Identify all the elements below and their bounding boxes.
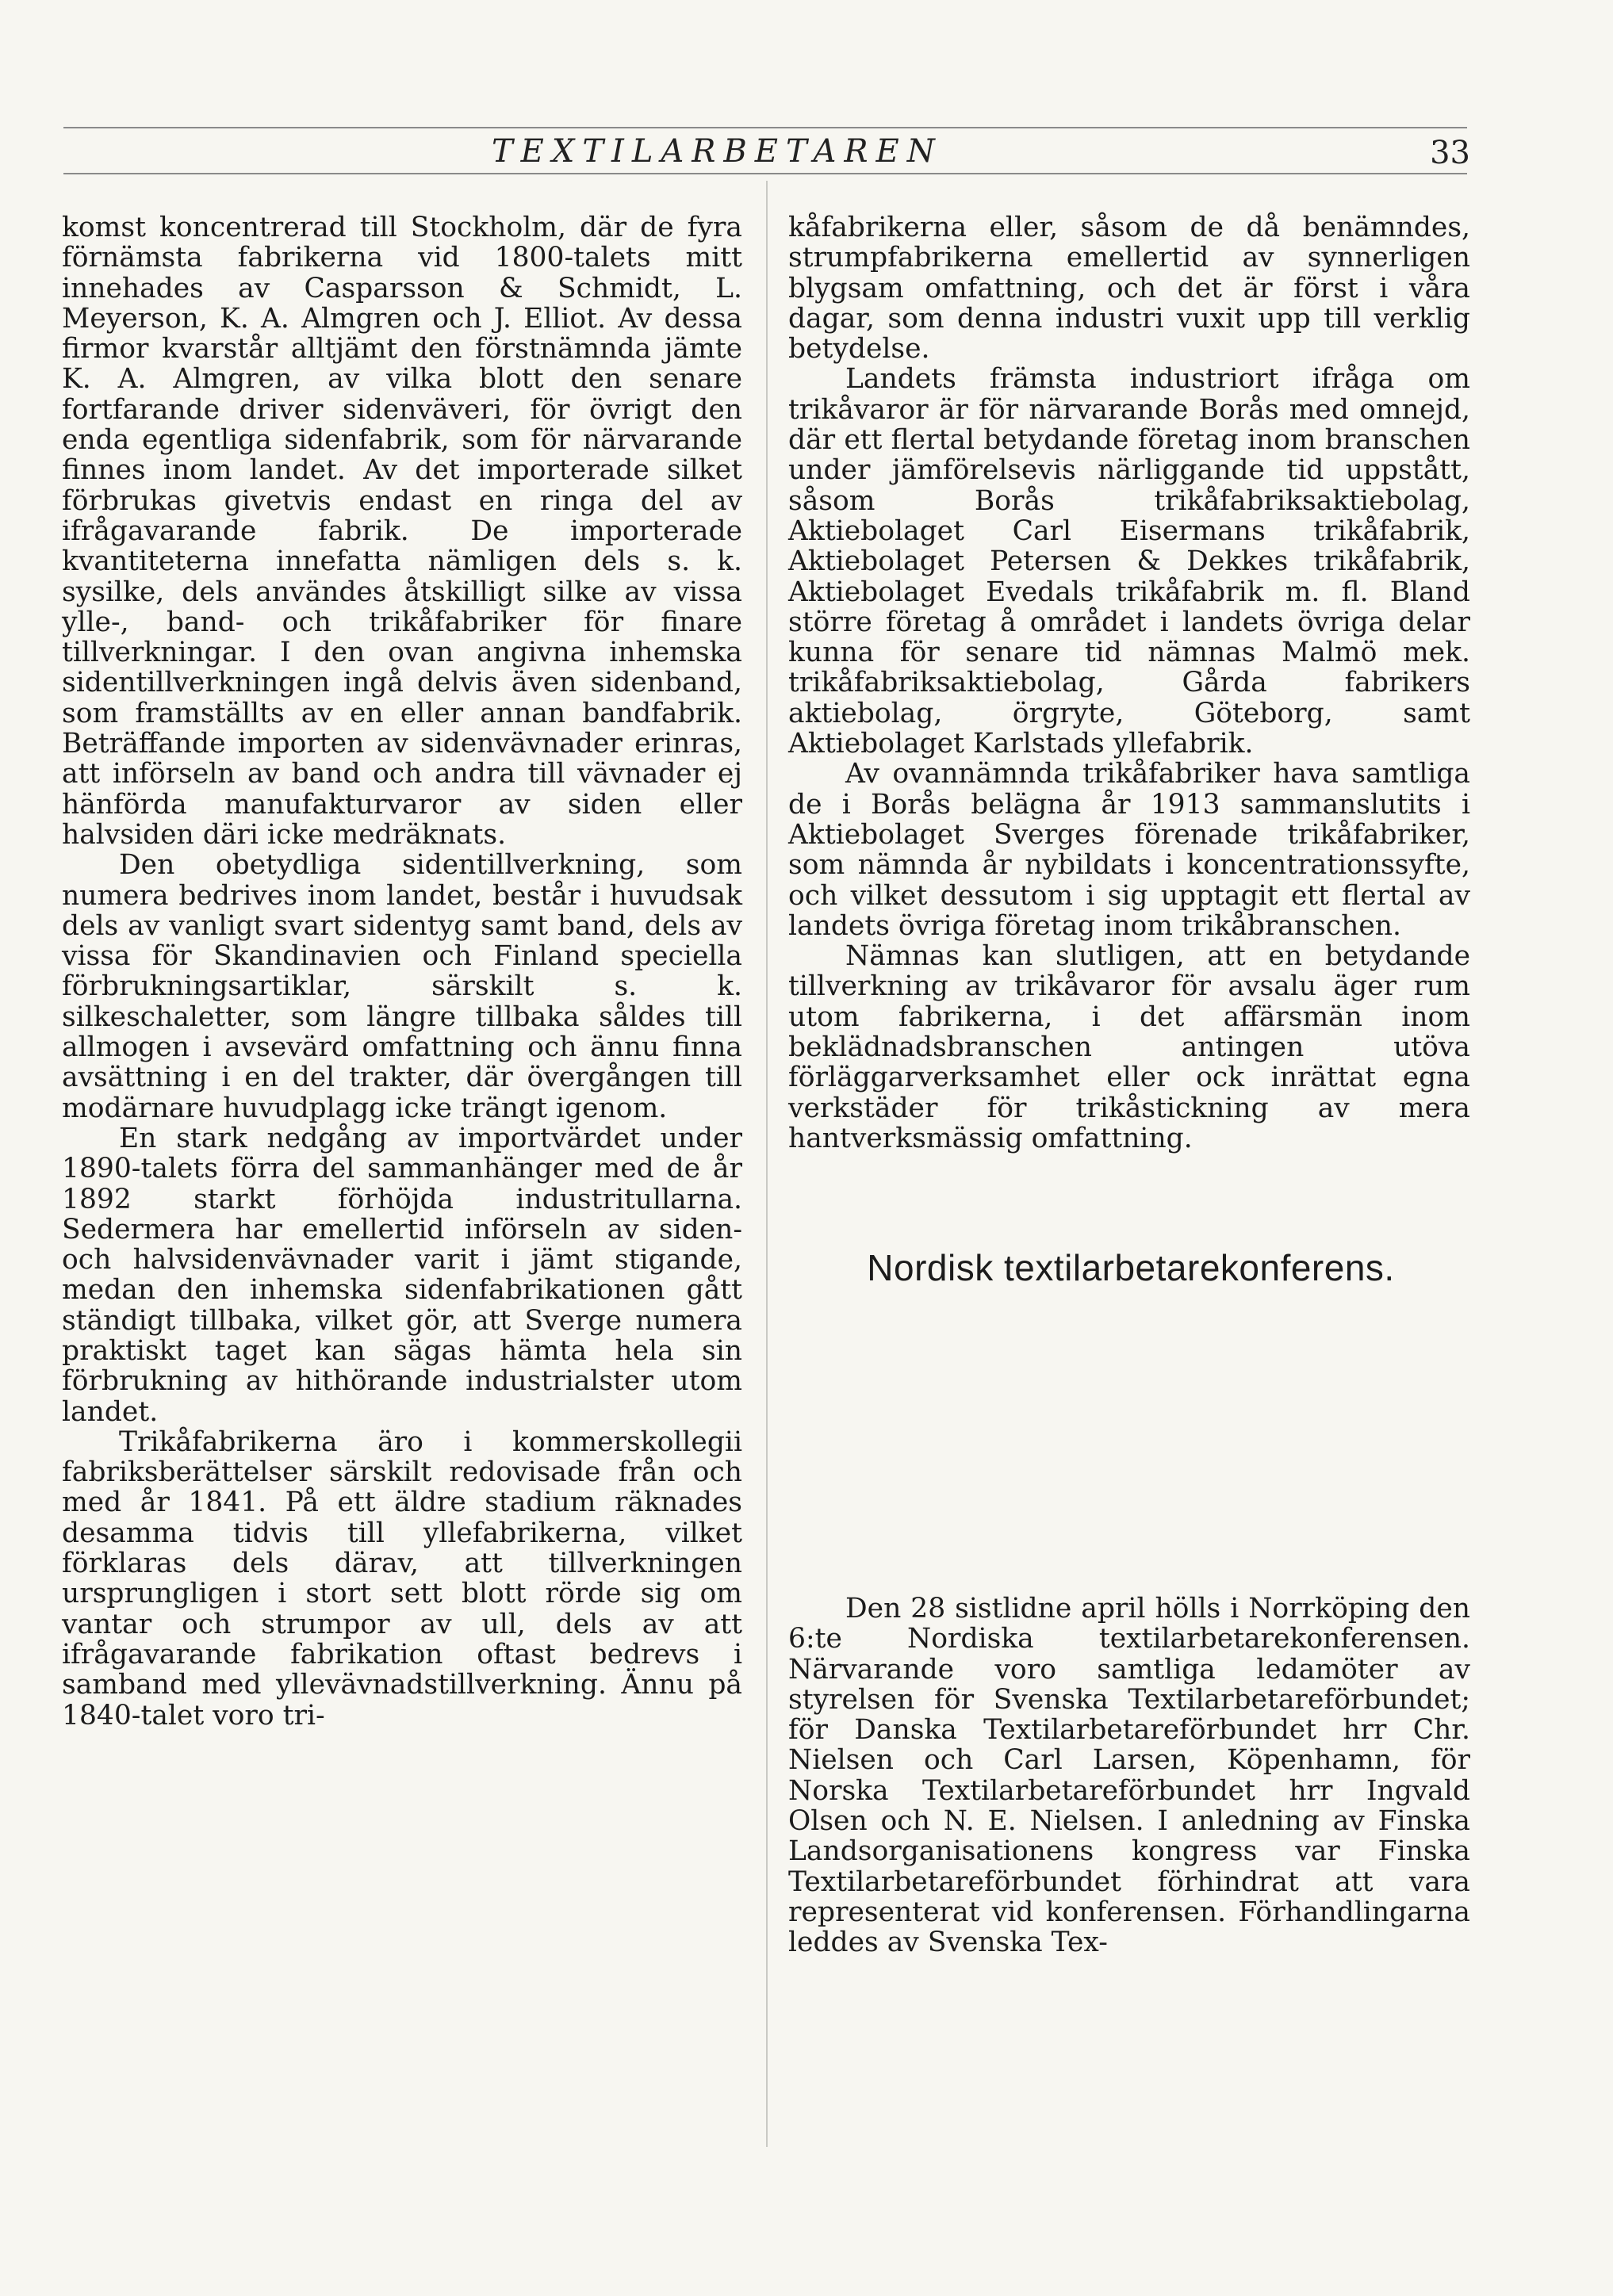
right-column-section-body (788, 1594, 1470, 1958)
section-heading: Nordisk textilarbetarekonferens. (867, 1247, 1395, 1288)
column-divider (766, 181, 768, 2147)
paragraph: komst koncentrerad till Stockholm, där de fyra förnämsta fabrikerna vid 1800-talets mitt innehades av Casparsson & Schmidt, L. Meyerson, K. A. Almgren och J. Elliot. Av dessa firmor kvarstår alltjämt den förstnämnda jämte K. A. Almgren, av vilka blott den senare fortfarande driver sidenväveri, för övrigt den enda egentliga sidenfabrik, som för närvarande finnes inom landet. Av det importerade silket förbrukas givetvis endast en ringa del av ifrågavarande fabrik. De importerade kvantiteterna innefatta nämligen dels s. k. sysilke, dels användes åtskilligt silke av vissa ylle-, band- och trikåfabriker för finare tillverkningar. I den ovan angivna inhemska sidentillverkningen ingå delvis även sidenband, som framställts av en eller annan bandfabrik. Beträffande importen av sidenvävnader erinras, att införseln av band och andra till vävnader ej hänförda manufakturvaror av siden eller halvsiden däri icke medräknats. (62, 212, 742, 851)
header-rule-top (63, 127, 1467, 128)
paragraph: Den obetydliga sidentillverkning, som numera bedrives inom landet, består i huvudsak dels av vanligt svart sidentyg samt band, dels av vissa för Skandinavien och Finland speciella förbrukningsartiklar, särskilt s. k. silkeschaletter, som längre tillbaka såldes till allmogen i avsevärd omfattning och ännu finna avsättning i en del trakter, där övergången till modärnare huvudplagg icke trängt igenom. (62, 849, 742, 1124)
paragraph: Av ovannämnda trikåfabriker hava samtliga de i Borås belägna år 1913 sammanslutits i Aktiebolaget Sverges förenade trikåfabriker, som nämnda år nybildats i koncentrationssyfte, och vilket dessutom i sig upptagit ett flertal av landets övriga företag inom trikåbranschen. (788, 758, 1470, 942)
left-column (62, 212, 742, 1731)
paragraph: Landets främsta industriort ifråga om trikåvaror är för närvarande Borås med omnejd, där ett flertal betydande företag inom branschen under jämförelsevis närliggande tid uppstått, såsom Borås trikåfabriksaktiebolag, Aktiebolaget Carl Eisermans trikåfabrik, Aktiebolaget Petersen & Dekkes trikåfabrik, Aktiebolaget Evedals trikåfabrik m. fl. Bland större företag å området i landets övriga delar kunna för senare tid nämnas Malmö mek. trikåfabriksaktiebolag, Gårda fabrikers aktiebolag, örgryte, Göteborg, samt Aktiebolaget Karlstads yllefabrik. (788, 363, 1470, 760)
paragraph: En stark nedgång av importvärdet under 1890-talets förra del sammanhänger med de år 1892 starkt förhöjda industritullarna. Sedermera har emellertid införseln av siden- och halvsidenvävnader varit i jämt stigande, medan den inhemska sidenfabrikationen gått ständigt tillbaka, vilket gör, att Sverge numera praktiskt taget kan sägas hämta hela sin förbrukning av hithörande industrialster utom landet. (62, 1122, 742, 1428)
right-column (788, 212, 1470, 1154)
paragraph: Trikåfabrikerna äro i kommerskollegii fabriksberättelser särskilt redovisade från och med år 1841. På ett äldre stadium räknades desamma tidvis till yllefabrikerna, vilket förklaras dels därav, att tillverkningen ursprungligen i stort sett blott rörde sig om vantar och strumpor av ull, dels av att ifrågavarande fabrikation oftast bedrevs i samband med yllevävnadstillverkning. Ännu på 1840-talet voro tri- (62, 1425, 742, 1732)
paragraph: Den 28 sistlidne april hölls i Norrköping den 6:te Nordiska textilarbetarekonferensen. Närvarande voro samtliga ledamöter av styrelsen för Svenska Textilarbetareförbundet; för Danska Textilarbetareförbundet hrr Chr. Nielsen och Carl Larsen, Köpenhamn, för Norska Textilarbetareförbundet hrr Ingvald Olsen och N. E. Nielsen. I anledning av Finska Landsorganisationens kongress var Finska Textilarbetareförbundet förhindrat att vara representerat vid konferensen. Förhandlingarna leddes av Svenska Tex- (788, 1593, 1470, 1959)
running-title: TEXTILARBETAREN (492, 133, 943, 170)
paragraph: kåfabrikerna eller, såsom de då benämndes, strumpfabrikerna emellertid av synnerligen blygsam omfattning, och det är först i våra dagar, som denna industri vuxit upp till verklig betydelse. (788, 212, 1470, 365)
paragraph: Nämnas kan slutligen, att en betydande tillverkning av trikåvaror för avsalu äger rum utom fabrikerna, i det affärsmän inom beklädnadsbranschen antingen utöva förläggarverksamhet eller ock inrättat egna verkstäder för trikåstickning av mera hantverksmässig omfattning. (788, 940, 1470, 1154)
header-rule-bottom (63, 173, 1467, 174)
page-number: 33 (1430, 135, 1470, 171)
